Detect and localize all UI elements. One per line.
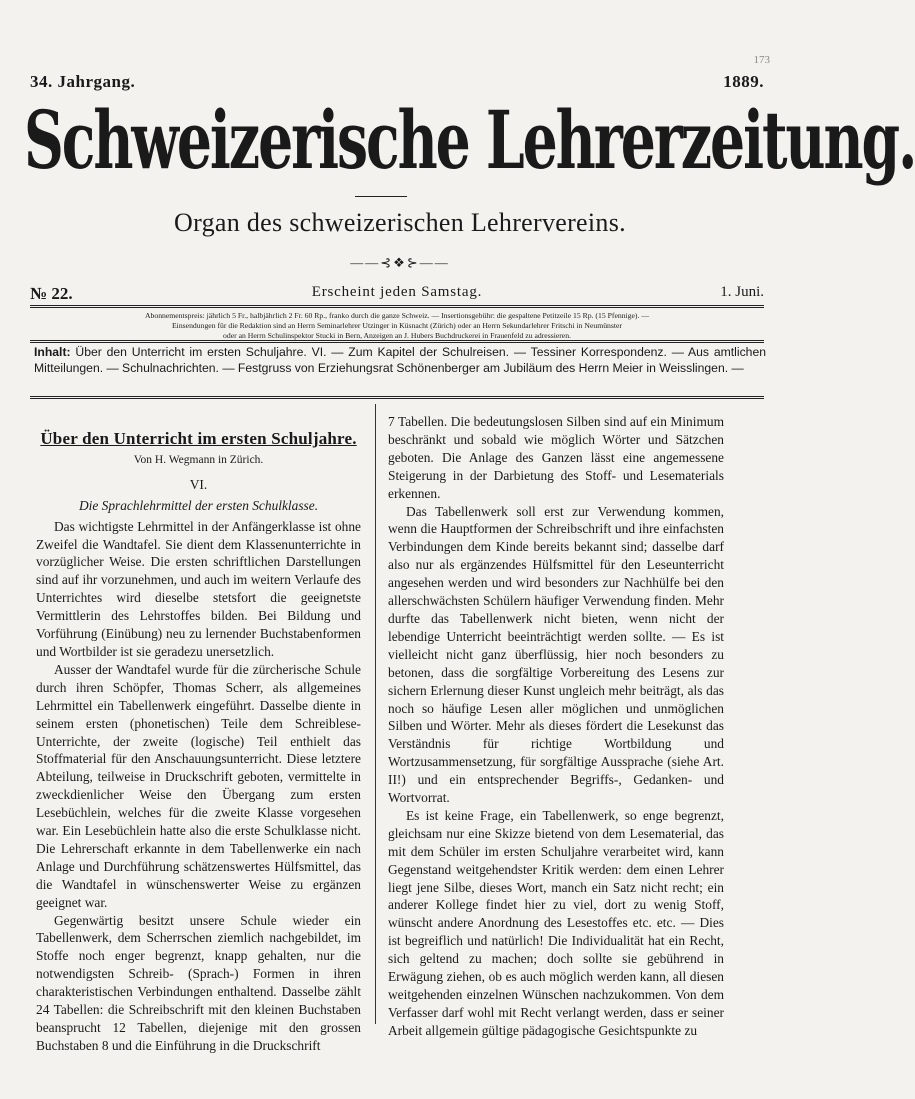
masthead-rule xyxy=(355,196,407,197)
contents-text: Über den Unterricht im ersten Schuljahre. VI. — Zum Kapitel der Schulreisen. — Tessiner Korrespondenz. — Aus amtlichen Mitteilungen. — Schulnachrichten. — Festgruss von Erziehungsrat Schönenberger am Jubiläum des Herrn Meier in Weisslingen. — xyxy=(34,345,767,375)
frequency-label: Erscheint jeden Samstag. xyxy=(311,284,483,300)
masthead-subtitle: Organ des schweizerischen Lehrervereins. xyxy=(174,208,626,237)
masthead-title: Schweizerische Lehrerzeitung. xyxy=(24,93,915,187)
page-corner-number: 173 xyxy=(753,54,770,66)
article-part: VI. xyxy=(189,476,208,492)
year-label: 1889. xyxy=(723,72,764,91)
paragraph: Gegenwärtig besitzt unsere Schule wieder ein Tabellenwerk, dem Scherrschen ziemlich nachgebildet, im Stoffe noch enger begrenzt, knapp gehalten, nur die notwendigsten Schreib- (Sprach-) Formen in ihren charakteristischen Verbindungen enthaltend. Dasselbe zählt 24 Tabellen: die Schreibschrift mit den kleinen Buchstaben beansprucht 12 Tabellen, diejenige mit den grossen Buchstaben 8 und die Einführung in die Druckschrift xyxy=(36,912,361,1053)
volume-label: 34. Jahrgang. xyxy=(30,72,136,91)
issue-line xyxy=(30,284,764,304)
article-author: Von H. Wegmann in Zürich. xyxy=(133,453,264,466)
paragraph: Es ist keine Frage, ein Tabellenwerk, so enge begrenzt, gleichsam nur eine Skizze bietend von dem Lesematerial, das mit dem Schüler im ersten Schuljahre verarbeitet wird, kann Gegenstand weitgehendster Kritik werden: dem einen Lehrer liegt jene Silbe, dieses Wort, manch ein Satz nicht recht; ein anderer Kollege findet hier zu viel, dort zu wenig Stoff, wünscht andere Anordnung des Lesestoffes etc. etc. — Dies ist begreiflich und natürlich! Die Individualität hat ein Recht, sich geltend zu machen; doch sollte sie gebührend in Erwägung ziehen, ob es auch möglich werden kann, all diesen weitgehenden einzelnen Wünschen nachzukommen. Von dem Verfasser darf wohl mit Recht verlangt werden, dass er seiner Arbeit allgemein gültige pädagogische Gesichtspunkte zu xyxy=(388,807,724,1038)
top-line xyxy=(30,72,764,94)
issue-date: 1. Juni. xyxy=(720,284,764,300)
paragraph: Ausser der Wandtafel wurde für die zürcherische Schule durch ihren Schöpfer, Thomas Scherr, als allgemeines Lehrmittel ein Tabellenwerk eingeführt. Dasselbe diente in seinem ersten (phonetischen) Teile dem Schreiblese-Unterrichte, der zweite (logische) Teil enthielt das Stoffmaterial für den Anschauungsunterricht. Diese letztere Abteilung, teilweise in Druckschrift geboten, vermittelte in zweckdienlicher Weise den Übergang zum ersten Lesebüchlein, welches für die zweite Klasse vorgesehen war. Ein Lesebüchlein hatte also die erste Schulklasse nicht. Die Lehrerschaft erkannte in dem Tabellenwerke ein nach Anlage und Durchführung schätzenswertes Hülfsmittel, das die Wandtafel in wünschenswerter Weise zu ergänzen geeignet war. xyxy=(36,661,361,910)
subscription-line: Einsendungen für die Redaktion sind an Herrn Seminarlehrer Utzinger in Küsnacht (Zürich) oder an Herrn Sekundarlehrer Fritschi in Neumünster xyxy=(171,321,622,330)
paragraph: Das Tabellenwerk soll erst zur Verwendung kommen, wenn die Hauptformen der Schreibschrift und ihre einfachsten Verbindungen dem Kinde bereits bekannt sind; dasselbe darf also nur als ergänzendes Hülfsmittel für den Leseunterricht angesehen werden und wird besonders zur Nachhülfe bei den allerschwächsten Schülern häufiger Verwendung finden. Mehr durfte das Tabellenwerk nicht bieten, wenn nicht der lebendige Unterricht beeinträchtigt werden sollte. — Es ist vielleicht nicht ganz überflüssig, hier noch besonders zu betonen, dass die sorgfältige Vorbereitung des Lesens zur sichern Erlernung dieser Kunst ungleich mehr beiträgt, als das noch so häufige Lesen aller möglichen und unmöglichen Silben und Wörter. Mehr als dieses fördert die Lesekunst das Verständnis für richtige Wortbildung und Wortzusammensetzung, für sorgfältige Aussprache (siehe Art. II!) und ein entsprechender Begriffs-, Gedanken- und Wortvorrat. xyxy=(388,503,724,806)
double-rule-top xyxy=(30,305,764,308)
left-column xyxy=(36,430,361,1055)
double-rule-middle xyxy=(30,340,764,343)
column-rule xyxy=(375,404,376,1024)
contents-label: Inhalt: xyxy=(34,345,71,359)
article-title: Über den Unterricht im ersten Schuljahre. xyxy=(40,429,357,448)
subscription-line: oder an Herrn Schulinspektor Stucki in Bern, Anzeigen an J. Hubers Buchdruckerei in Frauenfeld zu adressieren. xyxy=(223,331,571,340)
subscription-info xyxy=(30,311,764,341)
paragraph: Das wichtigste Lehrmittel in der Anfängerklasse ist ohne Zweifel die Wandtafel. Sie dient dem Klassenunterrichte in vorzüglicher Weise. Die ersten schriftlichen Darstellungen sind auf ihr vorzunehmen, und auch im weitern Verlaufe des Unterrichtes wird dieselbe stetsfort die geeignetste Vermittlerin des Lehrstoffes bilden. Bei Bildung und Vorführung (Einübung) neu zu lernender Buchstabenformen und Wortbilder ist sie geradezu unersetzlich. xyxy=(36,518,361,659)
issue-number: № 22. xyxy=(30,284,73,303)
subscription-line: Abonnementspreis: jährlich 5 Fr., halbjährlich 2 Fr. 60 Rp., franko durch die ganze Schweiz. — Insertionsgebühr: die gespaltene Petitzeile 15 Rp. (15 Pfennige). — xyxy=(144,311,650,320)
contents-box xyxy=(34,345,766,376)
right-column xyxy=(388,413,724,1040)
section-heading: Die Sprachlehrmittel der ersten Schulklasse. xyxy=(78,497,319,513)
ornament-divider: ——⊰❖⊱—— xyxy=(350,255,450,270)
double-rule-bottom xyxy=(30,396,764,399)
paragraph: 7 Tabellen. Die bedeutungslosen Silben sind auf ein Minimum beschränkt und sobald wie möglich Wörter und Sätzchen geboten. Die Anlage des Ganzen lässt eine angemessene Steigerung in der Darbietung des Stoff- und Lesematerials erkennen. xyxy=(388,414,724,501)
